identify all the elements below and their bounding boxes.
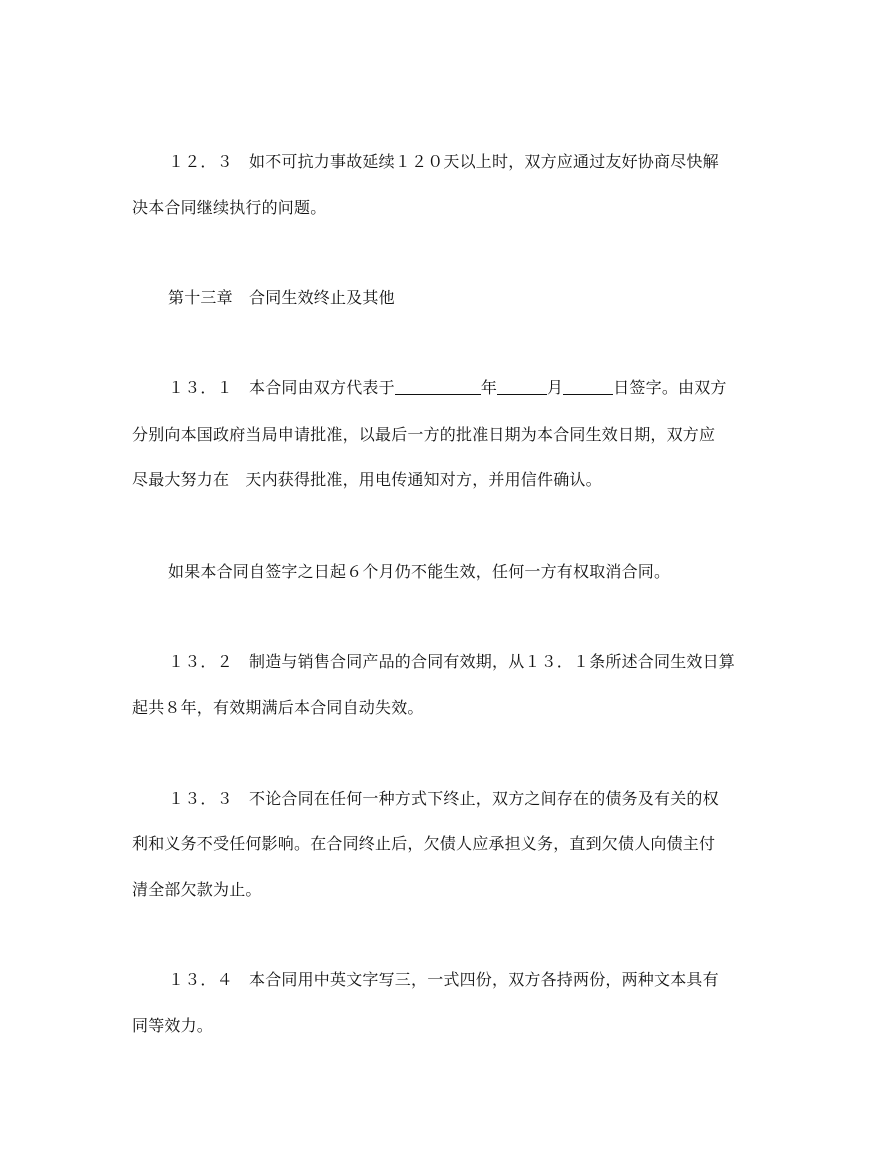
paragraph-13-1-line-3: 尽最大努力在 天内获得批准，用电传通知对方，并用信件确认。 [132, 470, 602, 489]
paragraph-13-4-line-2: 同等效力。 [132, 1016, 214, 1035]
day-blank [563, 378, 613, 395]
paragraph-13-4-line-1: １３．４ 本合同用中英文字写三，一式四份，双方各持两份，两种文本具有 [168, 970, 719, 989]
paragraph-13-3-line-3: 清全部欠款为止。 [132, 880, 262, 899]
year-blank [395, 378, 481, 395]
paragraph-13-2-line-1: １３．２ 制造与销售合同产品的合同有效期，从１３．１条所述合同生效日算 [168, 652, 736, 671]
paragraph-13-1-line-1 [168, 377, 727, 399]
paragraph-13-1-line-2: 分别向本国政府当局申请批准，以最后一方的批准日期为本合同生效日期，双方应 [132, 425, 716, 444]
paragraph-13-1-text-a: １３．１ 本合同由双方代表于 [168, 378, 395, 397]
month-label: 月 [547, 378, 564, 397]
paragraph-13-3-line-1: １３．３ 不论合同在任何一种方式下终止，双方之间存在的债务及有关的权 [168, 789, 719, 808]
year-label: 年 [480, 378, 498, 397]
paragraph-13-3-line-2: 利和义务不受任何影响。在合同终止后，欠债人应承担义务，直到欠债人向债主付 [132, 834, 716, 853]
paragraph-12-3-line-1: １２．３ 如不可抗力事故延续１２０天以上时，双方应通过友好协商尽快解 [168, 152, 719, 171]
paragraph-12-3-line-2: 决本合同继续执行的问题。 [132, 198, 327, 217]
paragraph-13-1-text-b: 日签字。由双方 [613, 378, 727, 397]
month-blank [497, 378, 547, 395]
paragraph-13-2-line-2: 起共８年，有效期满后本合同自动失效。 [132, 698, 424, 717]
chapter-13-heading: 第十三章 合同生效终止及其他 [168, 288, 395, 307]
paragraph-13-1b: 如果本合同自签字之日起６个月仍不能生效，任何一方有权取消合同。 [168, 562, 671, 581]
